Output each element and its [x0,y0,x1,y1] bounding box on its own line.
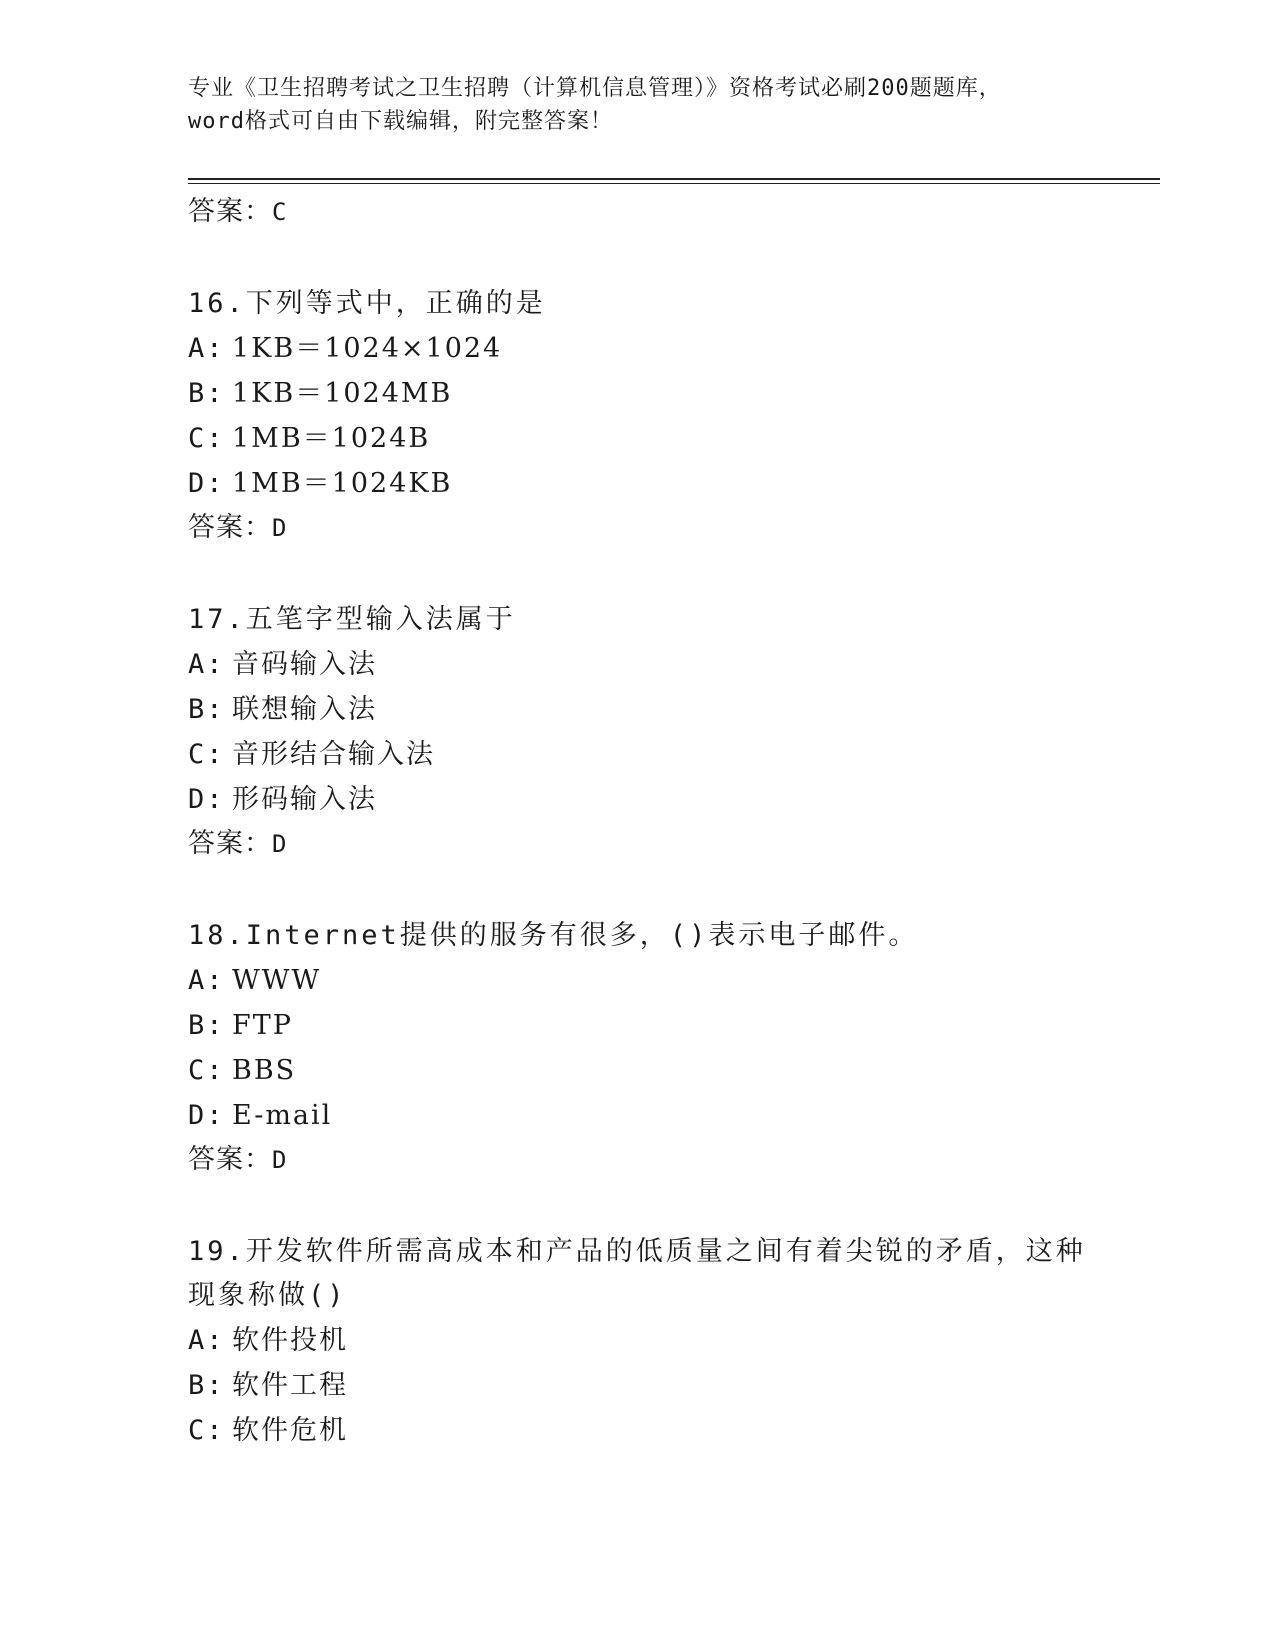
option-text: FTP [232,1010,293,1041]
question-stem: 18.Internet提供的服务有很多，()表示电子邮件。 [188,920,919,951]
option-text: BBS [232,1055,297,1086]
question-17 [188,598,1160,866]
answer-value: D [272,514,288,542]
option-text: 1MB＝1024B [232,423,431,454]
answer [188,822,1160,866]
option-c [188,416,1160,461]
option-b [188,687,1160,732]
header-divider-thin [188,183,1160,184]
question-stem: 17.五笔字型输入法属于 [188,604,516,635]
option-a [188,1318,1160,1363]
answer-label: 答案： [188,512,272,543]
option-text: 联想输入法 [232,694,377,725]
answer-label: 答案： [188,196,272,227]
option-text: 音码输入法 [232,649,377,680]
option-letter: B: [188,694,225,725]
header-line-2: word格式可自由下载编辑，附完整答案！ [188,109,613,134]
answer-label: 答案： [188,1144,272,1175]
option-text: 软件危机 [232,1415,348,1446]
option-text: 1KB＝1024×1024 [232,333,503,364]
option-letter: A: [188,965,225,996]
option-text: WWW [232,965,322,996]
option-letter: A: [188,649,225,680]
option-letter: D: [188,1100,225,1131]
option-letter: A: [188,333,225,364]
answer-prev [188,190,1160,234]
answer-value: D [272,1146,288,1174]
option-letter: C: [188,423,225,454]
option-c [188,1408,1160,1453]
question-list [188,190,1160,1453]
option-a [188,958,1160,1003]
question-stem: 16.下列等式中，正确的是 [188,288,546,319]
option-text: 软件投机 [232,1325,348,1356]
option-letter: C: [188,1415,225,1446]
option-text: 1MB＝1024KB [232,468,453,499]
option-letter: D: [188,784,225,815]
header-line-1: 专业《卫生招聘考试之卫生招聘（计算机信息管理）》资格考试必刷200题题库， [188,76,1002,101]
answer [188,1138,1160,1182]
option-a [188,642,1160,687]
option-b [188,1003,1160,1048]
option-b [188,1363,1160,1408]
option-c [188,732,1160,777]
option-letter: B: [188,1010,225,1041]
document-header [188,72,1068,138]
option-text: 形码输入法 [232,784,377,815]
option-a [188,326,1160,371]
option-letter: B: [188,1370,225,1401]
option-d [188,1093,1160,1138]
option-letter: D: [188,468,225,499]
option-letter: C: [188,1055,225,1086]
document-page [188,0,1160,1650]
answer-label: 答案： [188,828,272,859]
option-b [188,371,1160,416]
header-divider-thick [188,178,1160,180]
question-18 [188,914,1160,1182]
option-text: 软件工程 [232,1370,348,1401]
option-c [188,1048,1160,1093]
answer-value: D [272,830,288,858]
option-text: 1KB＝1024MB [232,378,453,409]
answer [188,506,1160,550]
option-letter: A: [188,1325,225,1356]
question-stem: 19.开发软件所需高成本和产品的低质量之间有着尖锐的矛盾，这种现象称做() [188,1236,1086,1311]
option-d [188,777,1160,822]
question-19 [188,1230,1160,1453]
option-letter: C: [188,739,225,770]
option-text: 音形结合输入法 [232,739,435,770]
answer-value: C [272,198,288,226]
question-16 [188,282,1160,550]
option-text: E-mail [232,1100,333,1131]
option-d [188,461,1160,506]
option-letter: B: [188,378,225,409]
